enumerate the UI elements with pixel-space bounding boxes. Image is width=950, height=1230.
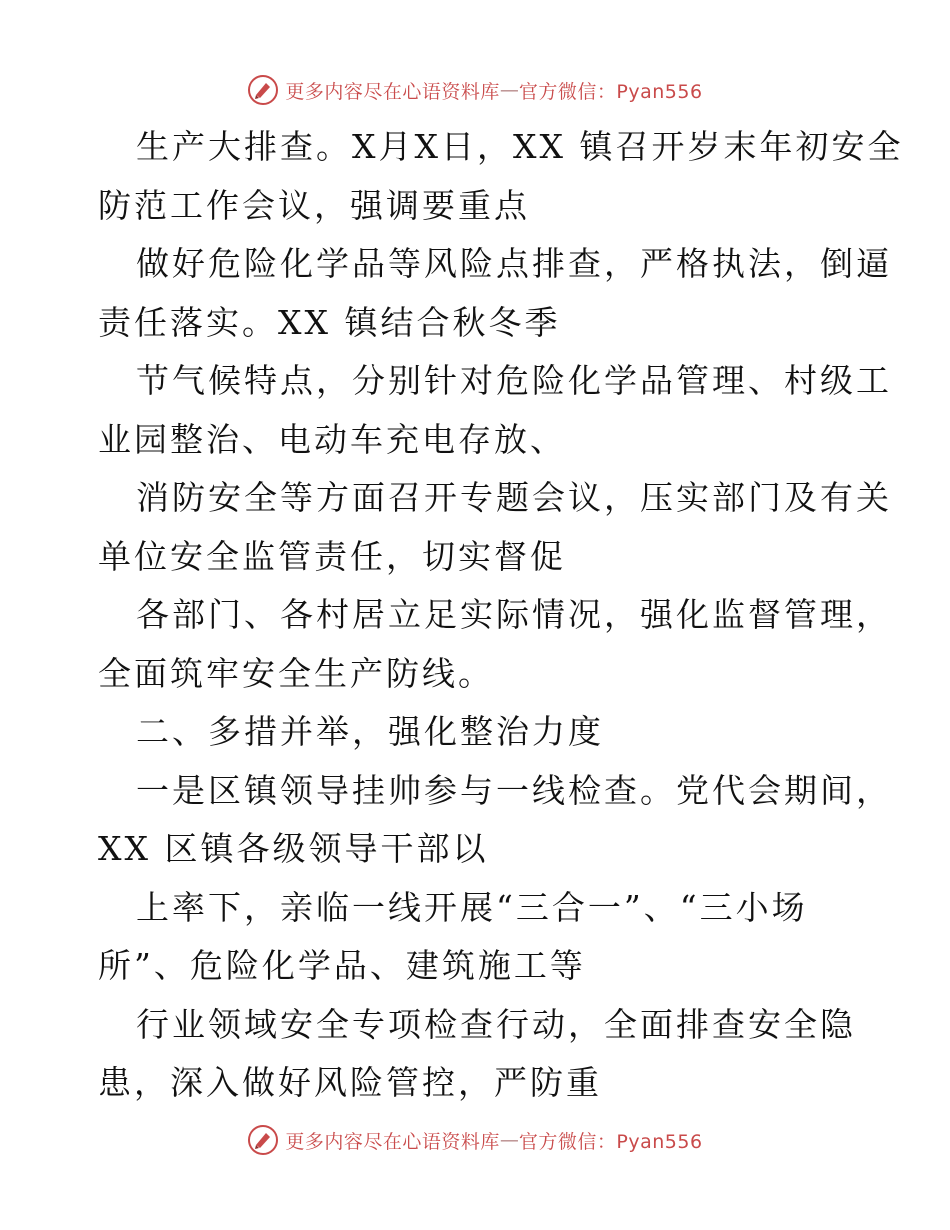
body-line: 节气候特点，分别针对危险化学品管理、村级工 [136, 361, 892, 400]
body-line: 行业领域安全专项检查行动，全面排查安全隐 [136, 1004, 856, 1044]
body-line: XX 区镇各级领导干部以 [98, 829, 489, 868]
body-line: 全面筑牢安全生产防线。 [98, 653, 494, 693]
document-body [98, 118, 904, 1113]
body-line: 单位安全监管责任，切实督促 [98, 536, 566, 576]
body-line: 生产大排查。X月X日，XX 镇召开岁末年初安全 [136, 127, 904, 166]
watermark-banner-top [0, 70, 950, 110]
watermark-separator: — [499, 1129, 519, 1151]
body-line: 消防安全等方面召开专题会议，压实部门及有关 [136, 478, 892, 517]
body-line: 责任落实。XX 镇结合秋冬季 [98, 302, 561, 342]
hand-pen-seal-icon [247, 1124, 279, 1156]
watermark-title: 更多内容尽在心语资料库 [285, 1130, 500, 1153]
hand-pen-seal-icon [247, 74, 279, 106]
body-line: 做好危险化学品等风险点排查，严格执法，倒逼 [136, 244, 892, 283]
body-line: 上率下，亲临一线开展“三合一”、“三小场 [136, 887, 808, 927]
watermark-contact: 官方微信：Pyan556 [518, 1130, 703, 1153]
body-line: 防范工作会议，强调要重点 [98, 185, 530, 225]
body-line: 各部门、各村居立足实际情况，强化监督管理， [136, 595, 892, 634]
body-line: 业园整治、电动车充电存放、 [98, 419, 566, 459]
watermark-banner-bottom [0, 1120, 950, 1160]
body-line: 所”、危险化学品、建筑施工等 [98, 946, 586, 985]
watermark-title: 更多内容尽在心语资料库 [285, 80, 500, 103]
section-heading: 二、多措并举，强化整治力度 [136, 712, 604, 751]
watermark-contact: 官方微信：Pyan556 [518, 80, 703, 103]
body-line: 患，深入做好风险管控，严防重 [98, 1063, 602, 1102]
body-line: 一是区镇领导挂帅参与一线检查。党代会期间， [136, 770, 892, 810]
watermark-separator: — [499, 79, 519, 101]
